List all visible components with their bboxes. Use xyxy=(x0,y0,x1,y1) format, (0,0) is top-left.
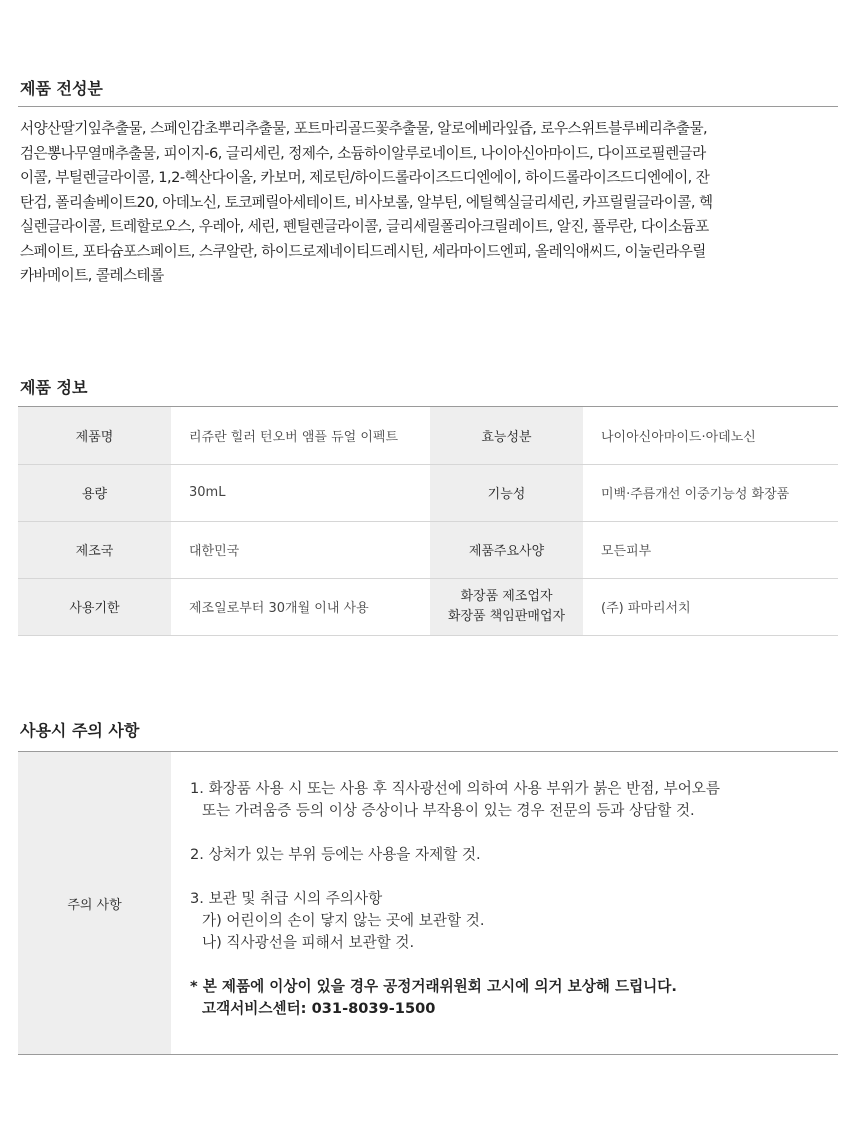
function-value: 미백·주름개선 이중기능성 화장품 xyxy=(583,464,838,521)
caution-item-2: 2. 상처가 있는 부위 등에는 사용을 자제할 것. xyxy=(190,846,481,863)
function-label: 기능성 xyxy=(430,464,583,521)
caution-item-1-cont: 또는 가려움증 등의 이상 증상이나 부작용이 있는 경우 전문의 등과 상담할 것. xyxy=(202,802,695,819)
table-row xyxy=(18,521,838,578)
volume-label: 용량 xyxy=(18,464,171,521)
manufacturer-label-line: 화장품 제조업자 xyxy=(460,588,553,604)
volume-value: 30mL xyxy=(171,464,430,521)
caution-box xyxy=(18,752,838,1055)
info-title: 제품 정보 xyxy=(20,378,88,397)
table-row xyxy=(18,407,838,464)
expiry-value: 제조일로부터 30개월 이내 사용 xyxy=(171,578,430,635)
country-value: 대한민국 xyxy=(171,521,430,578)
active-ingredient-value: 나이아신아마이드·아데노신 xyxy=(583,407,838,464)
ingredients-line: 카바메이트, 콜레스테롤 xyxy=(20,267,164,284)
ingredients-list xyxy=(20,117,842,289)
ingredients-line: 실렌글라이콜, 트레할로오스, 우레아, 세린, 펜틸렌글라이콜, 글리세릴폴리아크릴레이트, 알진, 풀루란, 다이소듐포 xyxy=(20,218,709,235)
ingredients-divider xyxy=(18,106,838,107)
product-info-table xyxy=(18,407,838,636)
seller-label-line: 화장품 책임판매업자 xyxy=(447,608,566,624)
compensation-notice: * 본 제품에 이상이 있을 경우 공정거래위원회 고시에 의거 보상해 드립니다. xyxy=(190,978,677,995)
manufacturer-label xyxy=(430,578,583,635)
caution-item-3b: 나) 직사광선을 피해서 보관할 것. xyxy=(202,934,415,951)
ingredients-title: 제품 전성분 xyxy=(20,79,103,98)
country-label: 제조국 xyxy=(18,521,171,578)
caution-item-3: 3. 보관 및 취급 시의 주의사항 xyxy=(190,890,383,907)
product-name-label: 제품명 xyxy=(18,407,171,464)
ingredients-line: 검은뽕나무열매추출물, 피이지-6, 글리세린, 정제수, 소듐하이알루로네이트, 나이아신아마이드, 다이프로필렌글라 xyxy=(20,144,706,162)
caution-item-3a: 가) 어린이의 손이 닿지 않는 곳에 보관할 것. xyxy=(202,912,485,929)
caution-title: 사용시 주의 사항 xyxy=(20,721,140,740)
ingredients-line: 이콜, 부틸렌글라이콜, 1,2-헥산다이올, 카보머, 제로틴/하이드롤라이즈드디엔에이, 하이드롤라이즈드디엔에이, 잔 xyxy=(20,169,710,186)
expiry-label: 사용기한 xyxy=(18,578,171,635)
spec-label: 제품주요사양 xyxy=(430,521,583,578)
spec-value: 모든피부 xyxy=(583,521,838,578)
manufacturer-value: (주) 파마리서치 xyxy=(583,578,838,635)
ingredients-line: 스페이트, 포타슘포스페이트, 스쿠알란, 하이드로제네이티드레시틴, 세라마이드엔피, 올레익애씨드, 이눌린라우릴 xyxy=(20,242,706,260)
customer-service-phone: 고객서비스센터: 031-8039-1500 xyxy=(202,1000,436,1017)
ingredients-line: 서양산딸기잎추출물, 스페인감초뿌리추출물, 포트마리골드꽃추출물, 알로에베라잎즙, 로우스위트블루베리추출물, xyxy=(20,120,708,137)
caution-content xyxy=(18,752,838,1020)
caution-item-1: 1. 화장품 사용 시 또는 사용 후 직사광선에 의하여 사용 부위가 붉은 반점, 부어오름 xyxy=(190,780,720,797)
ingredients-line: 탄검, 폴리솔베이트20, 아데노신, 토코페릴아세테이트, 비사보롤, 알부틴, 에틸헥실글리세린, 카프릴릴글라이콜, 헥 xyxy=(20,193,713,211)
active-ingredient-label: 효능성분 xyxy=(430,407,583,464)
table-row xyxy=(18,464,838,521)
product-name-value: 리쥬란 힐러 턴오버 앰플 듀얼 이펙트 xyxy=(171,407,430,464)
caution-label: 주의 사항 xyxy=(18,752,171,1054)
table-row xyxy=(18,578,838,635)
